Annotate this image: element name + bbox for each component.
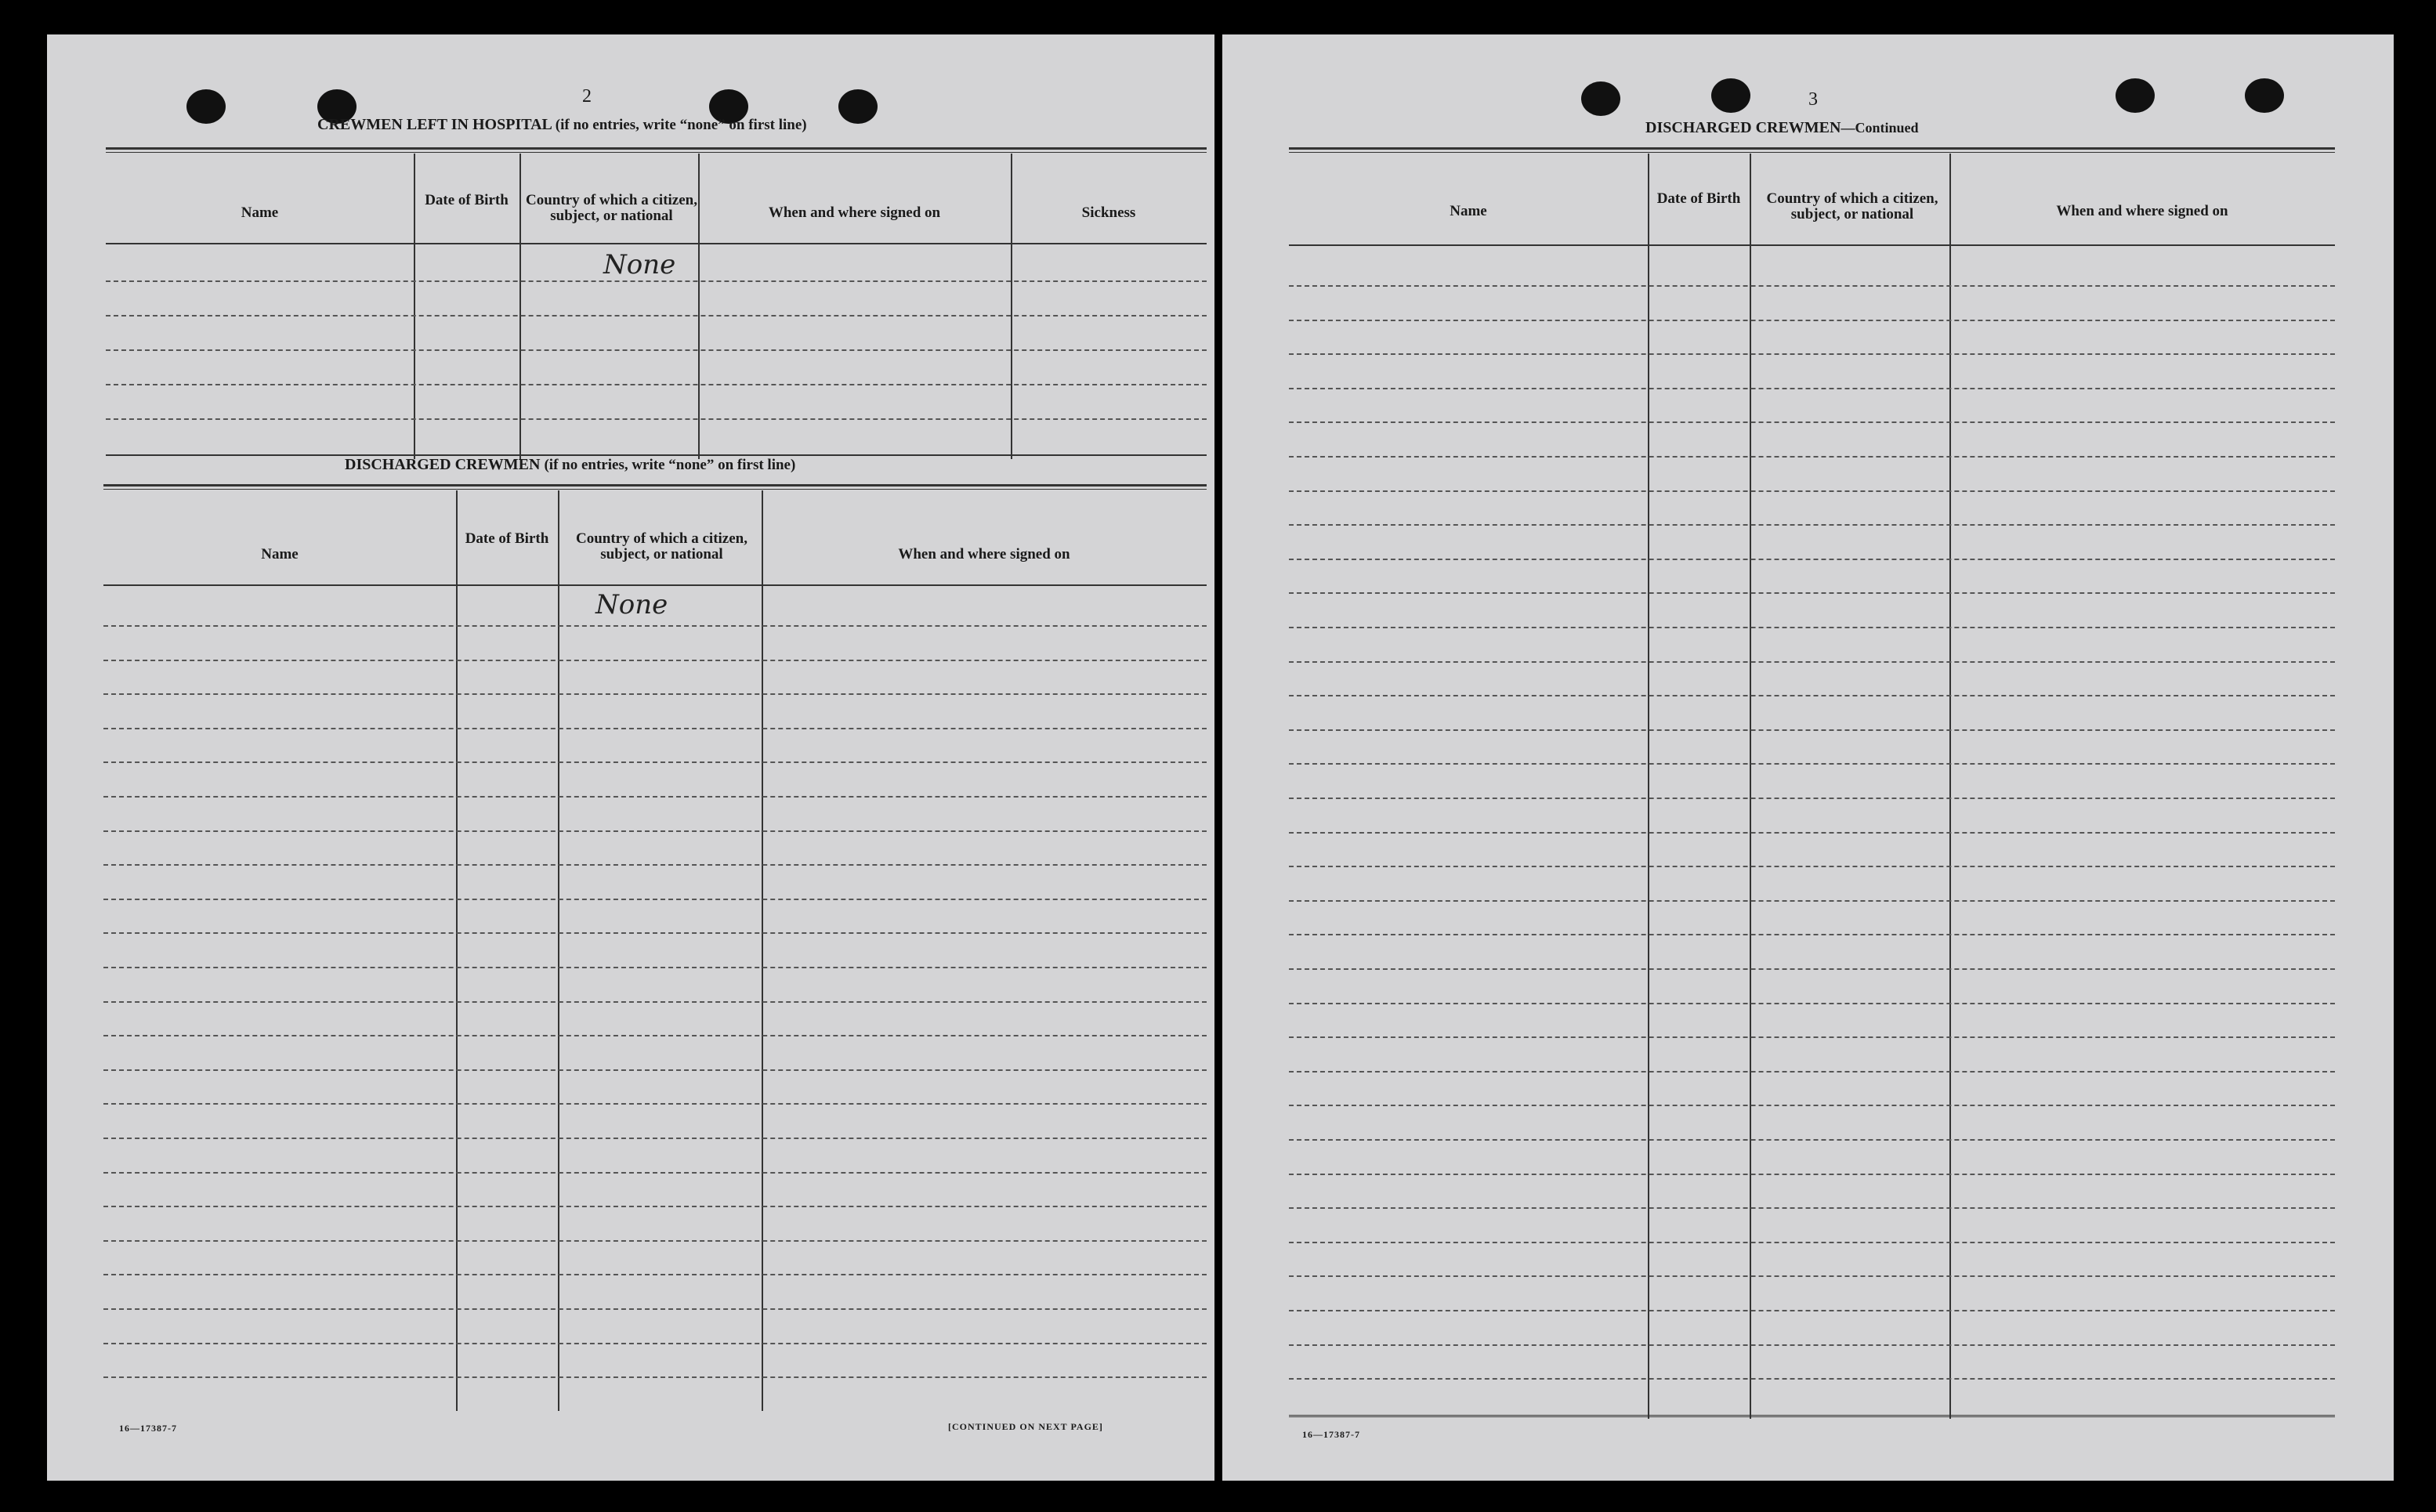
punch-hole [186, 89, 226, 124]
table-row [1289, 1275, 2335, 1277]
table-row [1289, 421, 2335, 423]
table-row [1289, 1139, 2335, 1141]
hospital-table [106, 147, 1207, 461]
continued-note: [CONTINUED ON NEXT PAGE] [948, 1421, 1103, 1432]
table-row [103, 728, 1207, 729]
discharged-continued-title: DISCHARGED CREWMEN—Continued [1645, 119, 1919, 136]
table-row [103, 1138, 1207, 1139]
table-row [1289, 1207, 2335, 1209]
table-row [103, 1172, 1207, 1174]
table-row [103, 1206, 1207, 1207]
table-row [1289, 1242, 2335, 1243]
table-row [103, 830, 1207, 832]
punch-hole [1581, 81, 1620, 116]
table-row [1289, 763, 2335, 765]
table-row [1289, 1344, 2335, 1346]
table-row [103, 660, 1207, 661]
table-row [103, 864, 1207, 866]
col-header-signed-on: When and where signed on [768, 204, 941, 221]
table-row [1289, 1003, 2335, 1004]
table-row [103, 1069, 1207, 1071]
punch-hole [2245, 78, 2284, 113]
table-row [1289, 695, 2335, 696]
col-header-dob: Date of Birth [1656, 190, 1741, 207]
col-header-name: Name [261, 546, 299, 562]
right-page [1222, 34, 2394, 1481]
discharged-section-title: DISCHARGED CREWMEN (if no entries, write “none” on first line) [345, 456, 796, 473]
table-row [1289, 388, 2335, 389]
col-header-country: Country of which a citizen, subject, or national [525, 192, 697, 224]
col-header-sickness: Sickness [1081, 204, 1136, 221]
table-row [1289, 1071, 2335, 1073]
table-row [1289, 320, 2335, 321]
table-row [1289, 798, 2335, 799]
table-row [1289, 592, 2335, 594]
left-page [47, 34, 1214, 1481]
handwritten-entry: None [595, 589, 668, 620]
table-row [103, 932, 1207, 934]
table-row [103, 1376, 1207, 1378]
table-row [1289, 490, 2335, 492]
table-row [103, 899, 1207, 900]
discharged-table [103, 484, 1207, 1413]
page-number: 3 [1808, 89, 1818, 110]
table-row [103, 1035, 1207, 1036]
table-row [103, 1343, 1207, 1344]
table-row [1289, 353, 2335, 355]
table-row [1289, 934, 2335, 935]
table-row [1289, 661, 2335, 663]
table-row [103, 796, 1207, 798]
table-row [103, 1240, 1207, 1242]
table-row [1289, 456, 2335, 458]
table-row [1289, 285, 2335, 287]
table-row [1289, 1036, 2335, 1038]
form-number: 16—17387-7 [119, 1423, 177, 1434]
col-header-signed-on: When and where signed on [898, 546, 1070, 562]
table-row [1289, 729, 2335, 731]
hospital-section-title: CREWMEN LEFT IN HOSPITAL (if no entries, write “none” on first line) [317, 116, 807, 133]
page-number: 2 [582, 86, 592, 107]
punch-hole [2116, 78, 2155, 113]
table-row [103, 693, 1207, 695]
table-row [103, 1103, 1207, 1105]
table-row [103, 967, 1207, 968]
table-row [1289, 968, 2335, 970]
table-row [1289, 1378, 2335, 1380]
punch-hole [838, 89, 878, 124]
punch-hole [1711, 78, 1750, 113]
col-header-dob: Date of Birth [425, 192, 509, 208]
table-row [1289, 559, 2335, 560]
col-header-name: Name [241, 204, 279, 221]
table-row [1289, 832, 2335, 834]
table-row [1289, 1310, 2335, 1311]
table-row [103, 761, 1207, 763]
table-row [1289, 900, 2335, 902]
table-row [1289, 524, 2335, 526]
col-header-name: Name [1450, 203, 1487, 219]
handwritten-entry: None [603, 249, 676, 280]
table-row [103, 1274, 1207, 1275]
table-row [103, 1001, 1207, 1003]
table-row [1289, 1105, 2335, 1106]
table-row [103, 625, 1207, 627]
col-header-country: Country of which a citizen, subject, or national [575, 530, 747, 562]
form-number: 16—17387-7 [1302, 1429, 1360, 1440]
table-row [1289, 1174, 2335, 1175]
col-header-country: Country of which a citizen, subject, or national [1766, 190, 1938, 222]
col-header-dob: Date of Birth [465, 530, 549, 547]
table-row [103, 1308, 1207, 1310]
table-row [1289, 627, 2335, 628]
discharged-continued-table [1289, 147, 2335, 1420]
table-row [1289, 866, 2335, 867]
col-header-signed-on: When and where signed on [2056, 203, 2228, 219]
